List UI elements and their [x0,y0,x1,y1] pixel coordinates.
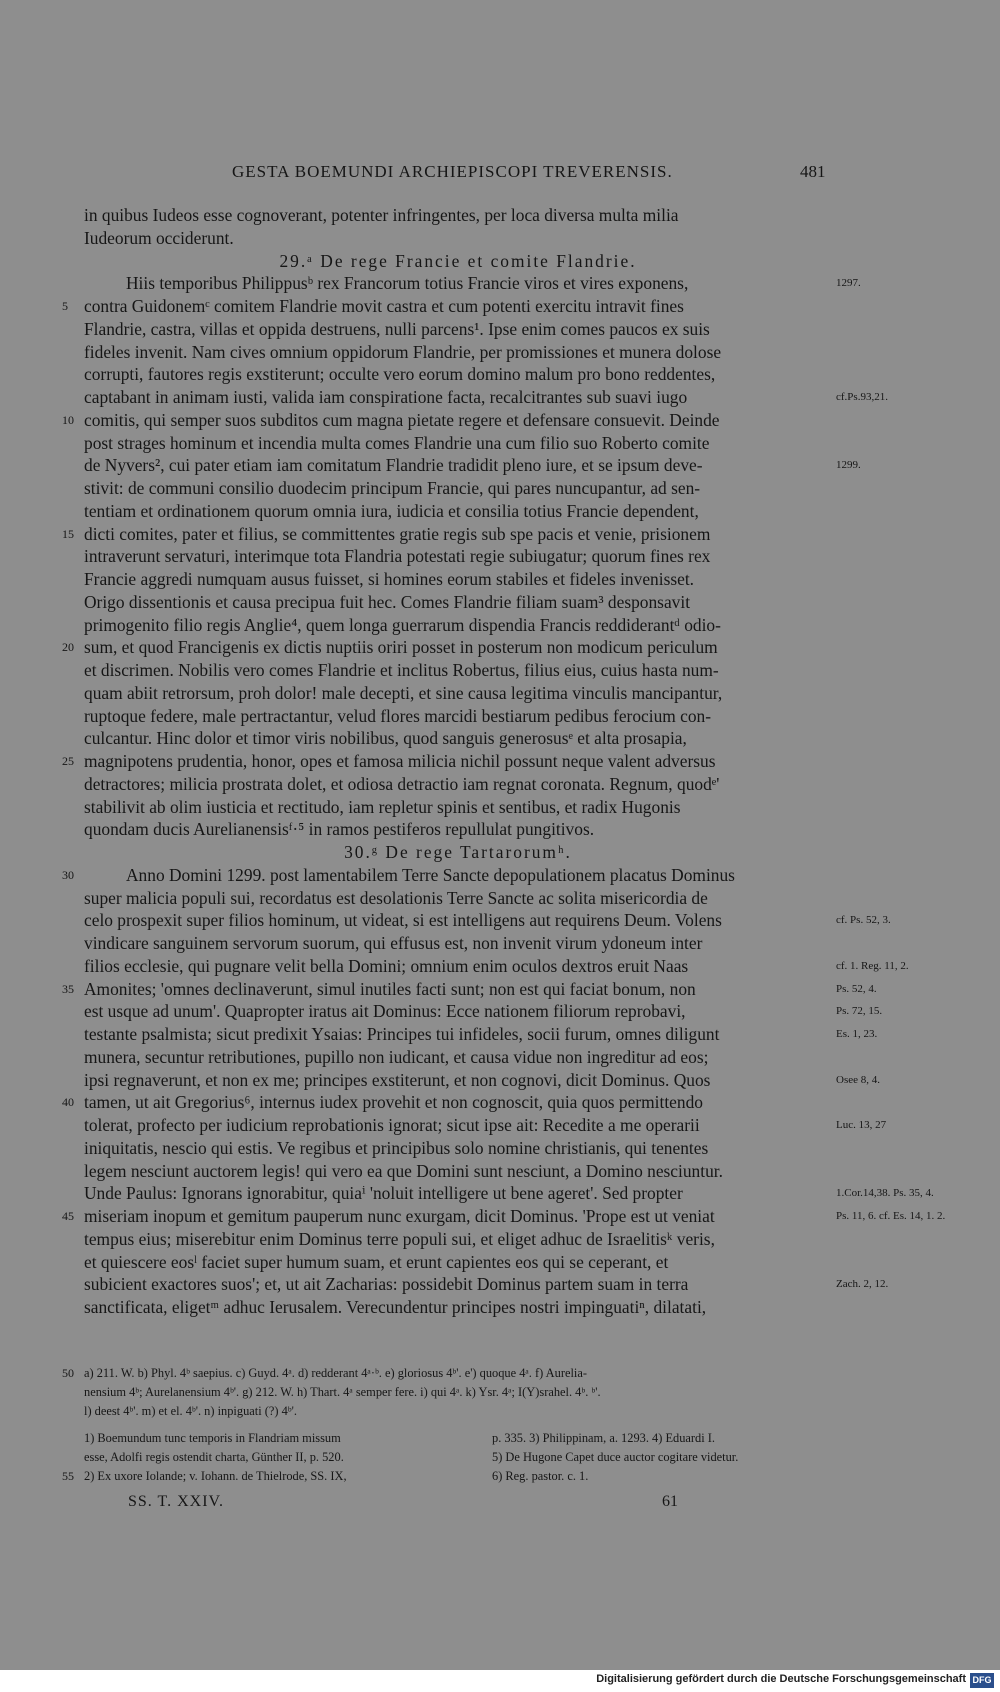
text-line [84,363,832,386]
line-text: 30.ᵍ De rege Tartarorumʰ. [344,842,572,862]
text-line [84,1160,832,1183]
line-text: post strages hominum et incendia multa comes Flandrie una cum filio suo Roberto comite [84,432,710,453]
line-text: vindicare sanguinem servorum suorum, qui effusus est, non invenit virum ydoneum inter [84,933,703,953]
text-line [62,295,832,318]
text-line [84,341,832,364]
line-text: de Nyvers², cui pater etiam iam comitatum Flandrie tradidit pleno iure, et se ipsum deve- [84,455,703,476]
line-text: legem nesciunt auctorem legis! qui vero ea que Domini sunt nesciunt, a Domino nesciuntur. [84,1160,723,1181]
line-number: 55 [62,1469,74,1483]
text-line [62,409,832,432]
footnote-left: esse, Adolfi regis ostendit charta, Günther II, p. 520. [84,1450,344,1464]
text-line [84,1273,889,1296]
line-text: et quiescere eosˡ faciet super humum suam, et erunt capientes eos qui se ceperant, et [84,1251,669,1272]
text-line [84,773,832,796]
line-text: quondam ducis Aurelianensisᶠ·⁵ in ramos pestiferos repullulat pungitivos. [84,819,595,840]
line-text: sanctificata, eligetᵐ adhuc Ierusalem. Verecundentur principes nostri impinguatiⁿ, dilatati, [84,1297,707,1317]
line-text: celo prospexit super filios hominum, ut videat, si est intelligens aut requirens Deum. Volens [84,910,722,931]
text-line [84,591,832,614]
variant-note-line [84,1402,832,1421]
text-line [84,727,832,750]
text-line [84,318,832,341]
line-text: subicient exactores suos'; et, ut ait Zacharias: possidebit Dominus partem suam in terra [84,1274,689,1295]
text-line [84,614,832,637]
footnote-right: 6) Reg. pastor. c. 1. [492,1469,589,1483]
margin-reference: Es. 1, 23. [836,1028,878,1040]
line-text: ipsi regnaverunt, et non ex me; principes exstiterunt, et non cognovi, dicit Dominus. Quos [84,1069,711,1090]
footnote-right: p. 335. 3) Philippinam, a. 1293. 4) Eduardi I. [492,1431,716,1445]
text-line [62,864,832,887]
running-title: GESTA BOEMUNDI ARCHIEPISCOPI TREVERENSIS. [232,162,673,181]
line-text: Hiis temporibus Philippusᵇ rex Francorum totius Francie viros et vires exponens, [126,273,689,294]
line-text: in quibus Iudeos esse cognoverant, potenter infringentes, per loca diversa multa milia [84,205,679,225]
variant-notes [62,1364,832,1421]
text-line [84,1296,832,1319]
signature-number: 61 [662,1493,678,1510]
line-text: Unde Paulus: Ignorans ignorabitur, quiaⁱ 'noluit intelligere ut bene ageret'. Sed propter [84,1183,683,1204]
line-number: 20 [62,640,74,655]
line-text: dicti comites, pater et filius, se committentes gratie regis sub spe pacis et venie, prisionem [84,523,711,544]
text-line [62,636,832,659]
line-text: culcantur. Hinc dolor et timor viris nobilibus, quod sanguis generosusᵉ et alta prosapia, [84,728,687,749]
footnote-line [62,1467,832,1486]
text-line [84,1114,887,1137]
text-line [62,1091,832,1114]
text-line [84,1046,832,1069]
margin-reference: Ps. 52, 4. [836,982,877,995]
funding-band [0,1670,1000,1692]
margin-reference: Zach. 2, 12. [836,1278,889,1291]
text-line [84,796,832,819]
dfg-logo: DFG [970,1673,994,1688]
line-text: et discrimen. Nobilis vero comes Flandrie et inclitus Robertus, filius eius, cuius hasta num- [84,660,719,680]
text-line [84,386,888,409]
margin-reference: Luc. 13, 27 [836,1119,887,1131]
line-text: Iudeorum occiderunt. [84,227,234,248]
line-text: miseriam inopum et gemitum pauperum nunc exurgam, dicit Dominus. 'Prope est ut veniat [84,1206,715,1226]
line-text: detractores; milicia prostrata dolet, et odiosa detractio iam regnat coronata. Regnum, quodᵉ' [84,773,720,794]
line-text: Amonites; 'omnes declinaverunt, simul inutiles facti sunt; non est qui faciat bonum, non [84,978,696,999]
line-text: est usque ad unum'. Quapropter iratus ait Dominus: Ecce nationem filiorum reprobavi, [84,1001,686,1022]
line-text: Francie aggredi numquam ausus fuisset, si homines eorum stabiles et fideles invenisset. [84,569,694,589]
text-line [84,1182,934,1205]
line-text: munera, secuntur retributiones, pupillo non iudicant, et causa vidue non ingreditur ad eos; [84,1046,709,1067]
text-line [62,1205,946,1228]
line-text: Anno Domini 1299. post lamentabilem Terre Sancte depopulationem placatus Dominus [126,864,735,885]
text-line [84,1069,880,1092]
text-line [84,454,861,477]
text-line [84,1228,832,1251]
volume-signature: SS. T. XXIV. [128,1493,225,1510]
line-text: ruptoque federe, male pertractantur, velud flores marcidi bestiarum pedibus ferocium con- [84,705,712,726]
text-line [84,887,832,910]
text-line [84,955,909,978]
line-number: 15 [62,526,74,541]
text-line [84,1000,883,1023]
line-text: super malicia populi sui, recordatus est desolationis Terre Sancte ac solita misericordia de [84,887,708,908]
line-number: 45 [62,1209,74,1223]
text-line [84,932,832,955]
text-line [84,272,861,295]
chapter-heading [84,250,832,273]
text-line [84,1137,832,1160]
line-number: 5 [62,299,68,313]
text-line [62,523,832,546]
page-number: 481 [800,162,826,181]
line-text: contra Guidonemᶜ comitem Flandrie movit castra et cum potenti exercitu intravit fines [84,296,684,316]
text-line [84,818,832,841]
chapter-heading [84,841,832,864]
line-text: sum, et quod Francigenis ex dictis nuptiis oriri posset in posterum non modicum periculum [84,637,718,658]
margin-reference: 1299. [836,459,861,472]
footnote-left: 1) Boemundum tunc temporis in Flandriam missum [84,1431,341,1445]
variant-note-text: a) 211. W. b) Phyl. 4ᵇ saepius. c) Guyd. 4ᵃ. d) redderant 4ᵃ·ᵇ. e) gloriosus 4ᵇ'. e') quoque 4ᵃ. f) Aurelia- [84,1366,587,1380]
margin-reference: 1297. [836,277,861,290]
line-text: tentiam et ordinationem quorum omnia iura, iudicia et consilia totius Francie dependent, [84,500,699,521]
text-line [84,204,832,227]
footnotes [62,1429,832,1486]
line-text: filios ecclesie, qui pugnare velit bella Domini; omnium enim oculos dextros eruit Naas [84,955,689,976]
text-line [84,909,891,932]
line-text: Flandrie, castra, villas et oppida destruens, nulli parcens¹. Ipse enim comes paucos ex suis [84,318,710,339]
variant-note-line [84,1383,832,1402]
text-line [84,568,832,591]
line-number: 50 [62,1366,74,1380]
margin-reference: cf.Ps.93,21. [836,391,888,403]
variant-note-text: nensium 4ᵇ; Aurelanensium 4ᵇ'. g) 212. W. h) Thart. 4ᵃ semper fere. i) qui 4ᵃ. k) Ysr. 4ᵃ; I(Y)srahel. 4ᵇ. ᵇ'. [84,1385,601,1399]
text-line [84,705,832,728]
margin-reference: 1.Cor.14,38. Ps. 35, 4. [836,1187,934,1200]
text-line [84,477,832,500]
text-line [84,227,832,250]
line-number: 25 [62,754,74,768]
line-text: 29.ᵃ De rege Francie et comite Flandrie. [279,250,637,271]
variant-note-line [62,1364,832,1383]
margin-reference: Ps. 11, 6. cf. Es. 14, 1. 2. [836,1210,946,1222]
line-text: iniquitatis, nescio qui estis. Ve regibus et principibus solo nomine christianis, qui tenentes [84,1137,709,1158]
text-line [84,545,832,568]
text-line [84,500,832,523]
text-line [84,682,832,705]
line-text: magnipotens prudentia, honor, opes et famosa milicia nichil possunt neque valent adversus [84,751,716,771]
line-number: 40 [62,1095,74,1110]
main-text-column [62,204,946,1319]
line-text: primogenito filio regis Anglie⁴, quem longa guerrarum dispendia Francis reddiderantᵈ odio- [84,614,721,635]
line-text: intraverunt servaturi, interimque tota Flandria potestati regie subiugatur; quorum fines rex [84,546,711,567]
line-text: fideles invenit. Nam cives omnium oppidorum Flandrie, per promissiones et munera dolose [84,341,722,362]
footnote-line [84,1448,832,1467]
line-text: tamen, ut ait Gregorius⁶, internus iudex provehit et non cognoscit, quia quos permittendo [84,1092,703,1113]
text-line [84,1251,832,1274]
variant-note-text: l) deest 4ᵇ'. m) et el. 4ᵇ'. n) inpiguati (?) 4ᵇ'. [84,1404,297,1418]
margin-reference: Osee 8, 4. [836,1073,880,1086]
line-text: captabant in animam iusti, valida iam conspiratione facta, recalcitrantes sub suavi iugo [84,387,688,407]
line-text: tolerat, profecto per iudicium reprobationis ignorat; sicut ipse ait: Recedite a me operarii [84,1115,700,1135]
margin-reference: cf. 1. Reg. 11, 2. [836,959,909,972]
footnote-left: 2) Ex uxore Iolande; v. Iohann. de Thielrode, SS. IX, [84,1469,347,1483]
line-text: quam abiit retrorsum, proh dolor! male decepti, et sine causa legitima vinculis mancipantur, [84,682,723,703]
funding-text: Digitalisierung gefördert durch die Deutsche Forschungsgemeinschaft [596,1673,966,1685]
text-line [84,432,832,455]
line-text: testante psalmista; sicut predixit Ysaias: Principes tui infideles, socii furum, omnes diligunt [84,1024,720,1044]
line-text: corrupti, fautores regis exstiterunt; occulte vero eorum domino malum pro bono reddentes, [84,364,716,385]
margin-reference: Ps. 72, 15. [836,1005,883,1018]
line-number: 35 [62,981,74,996]
text-line [62,978,877,1001]
line-text: stabilivit ab olim iusticia et rectitudo, iam repletur spinis et sentibus, et radix Hugonis [84,796,681,817]
margin-reference: cf. Ps. 52, 3. [836,914,891,927]
text-line [84,1023,878,1046]
text-line [84,659,832,682]
line-number: 30 [62,867,74,882]
text-line [62,750,832,773]
line-text: comitis, qui semper suos subditos cum magna pietate regere et defensare consuevit. Deinde [84,409,720,430]
line-number: 10 [62,412,74,427]
line-text: stivit: de communi consilio duodecim principum Francie, qui pares nuncupantur, ad sen- [84,478,701,498]
footnote-right: 5) De Hugone Capet duce auctor cogitare videtur. [492,1450,739,1464]
line-text: Origo dissentionis et causa precipua fuit hec. Comes Flandrie filiam suam³ desponsavit [84,591,691,612]
footnote-line [84,1429,832,1448]
line-text: tempus eius; miserebitur enim Dominus terre populi sui, et eliget adhuc de Israelitisᵏ veris, [84,1228,715,1249]
